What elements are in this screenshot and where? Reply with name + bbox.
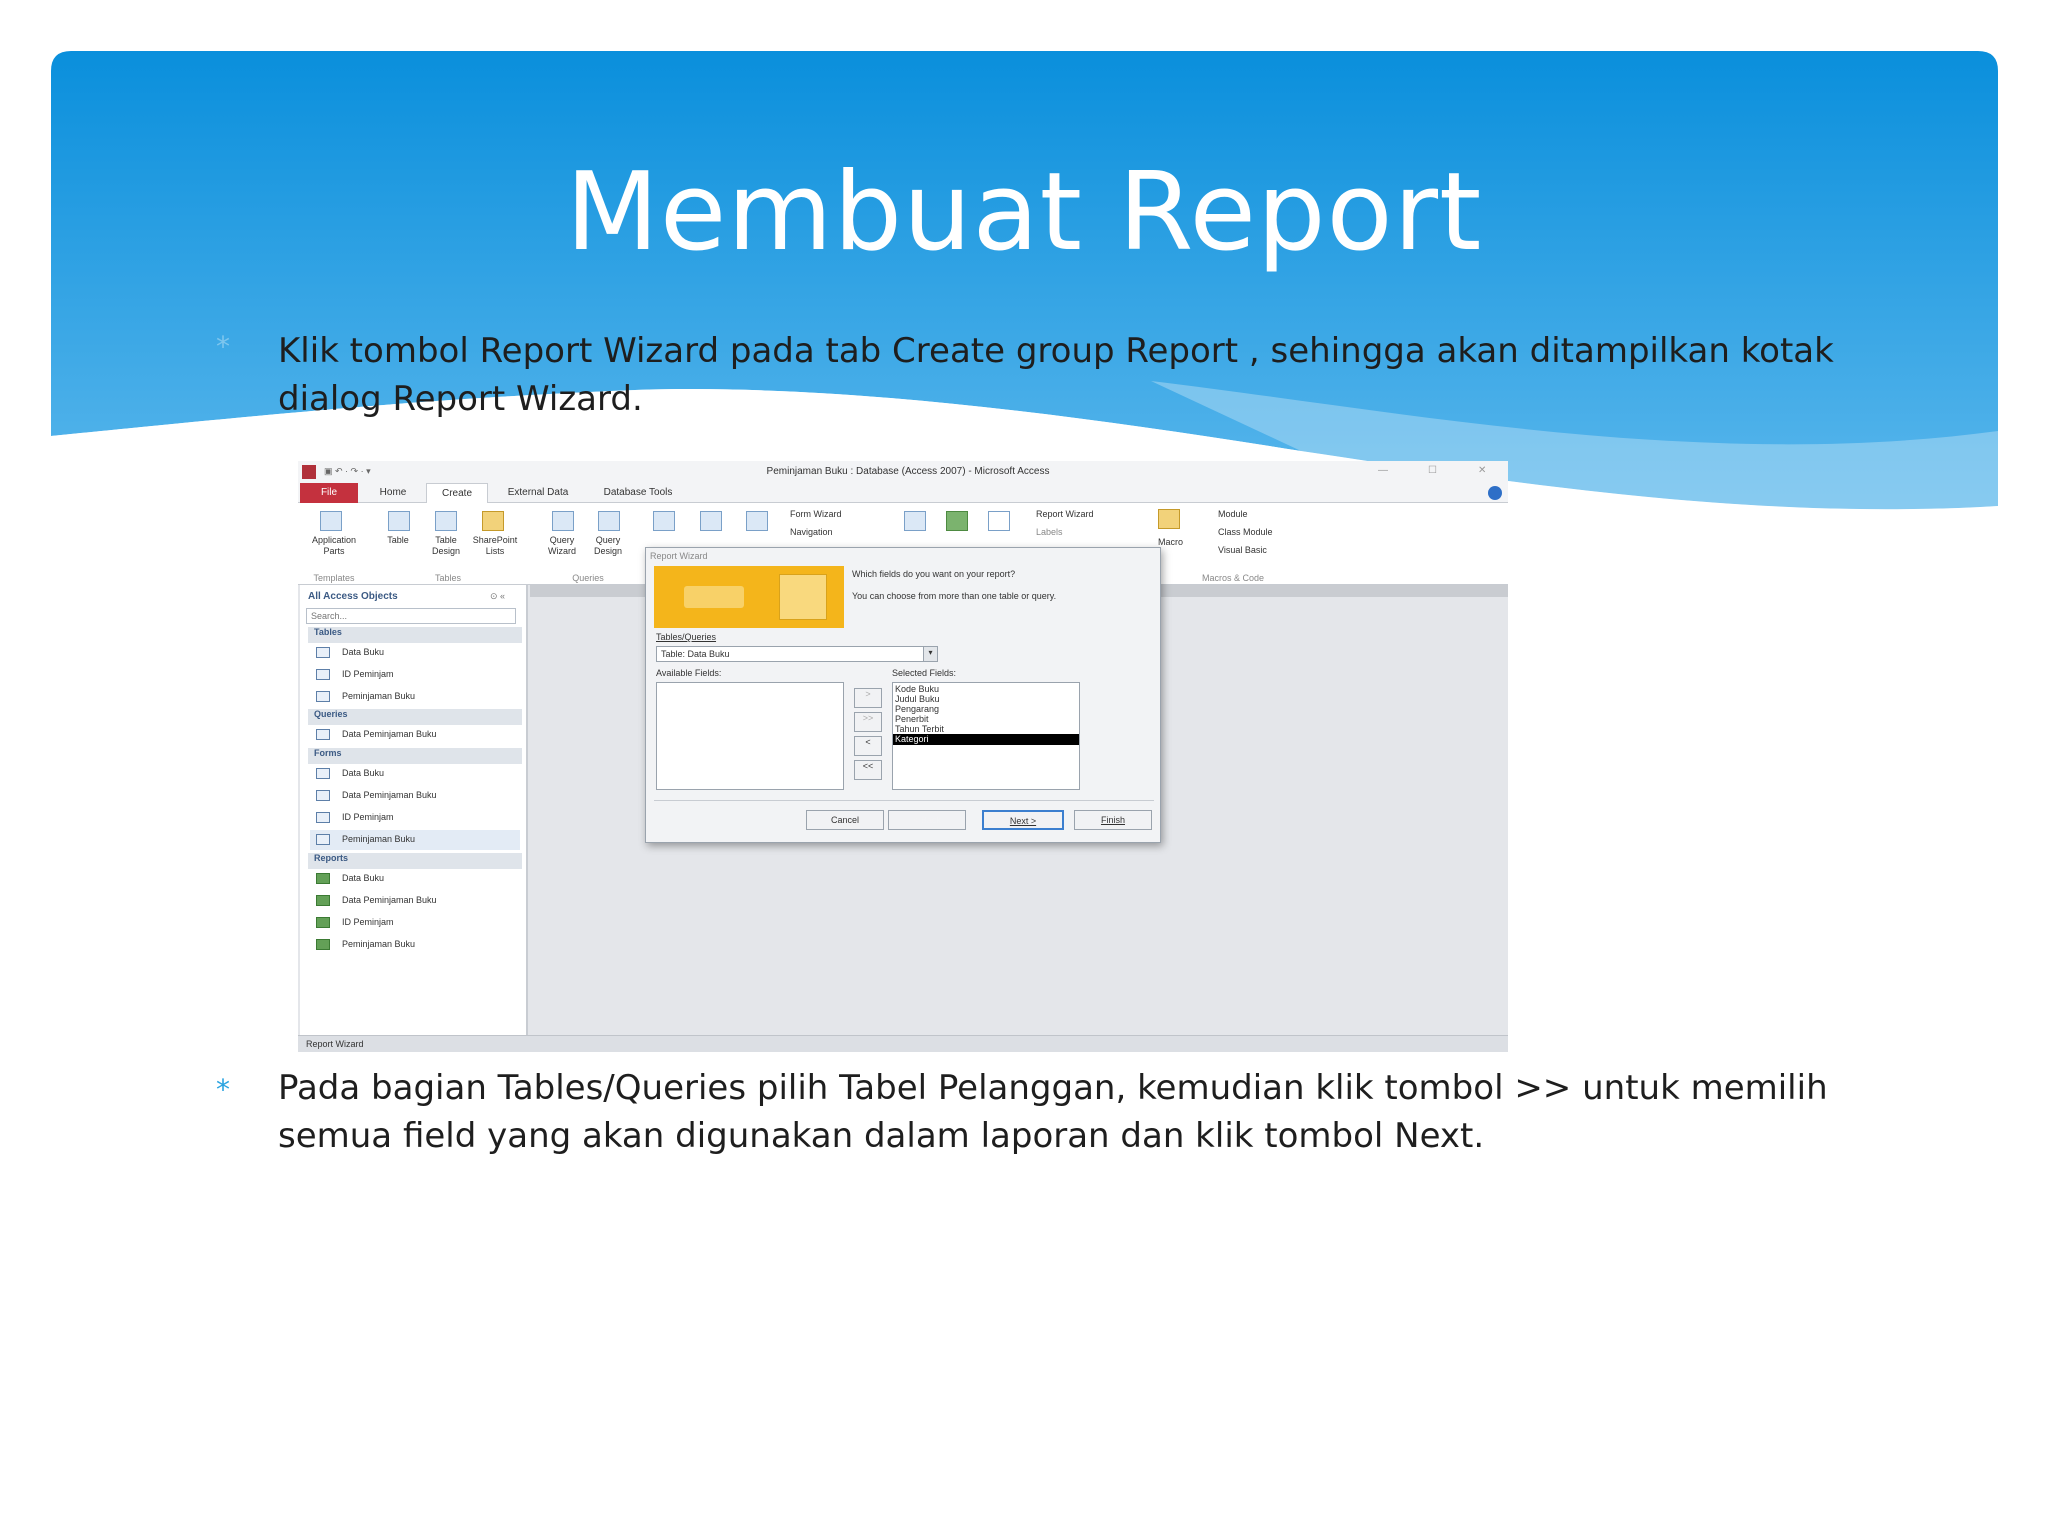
blank-report-icon[interactable] (988, 511, 1010, 531)
table-icon (316, 669, 330, 680)
nav-item[interactable]: Data Buku (310, 869, 520, 889)
remove-all-fields-button[interactable]: << (854, 760, 882, 780)
nav-item[interactable]: ID Peminjam (310, 913, 520, 933)
nav-item[interactable]: Data Peminjaman Buku (310, 891, 520, 911)
bullet-marker: * (216, 1073, 230, 1106)
macro-button[interactable]: Macro (1158, 537, 1184, 547)
application-parts-icon[interactable] (320, 511, 342, 531)
list-item[interactable]: Judul Buku (895, 694, 940, 704)
nav-search-input[interactable] (306, 608, 516, 624)
tab-external-data[interactable]: External Data (507, 487, 569, 498)
list-item[interactable]: Kode Buku (895, 684, 940, 694)
tables-queries-value: Table: Data Buku (661, 649, 730, 659)
slide-title: Membuat Report (565, 150, 1483, 275)
templates-group-label: Templates (313, 573, 355, 583)
tables-group-label: Tables (434, 573, 461, 583)
status-text: Report Wizard (306, 1039, 364, 1049)
form-icon (316, 834, 330, 845)
nav-group-queries[interactable]: Queries (308, 709, 522, 725)
help-icon[interactable] (1488, 486, 1502, 500)
nav-header[interactable]: All Access Objects (308, 591, 398, 602)
query-icon (316, 729, 330, 740)
add-all-fields-button[interactable]: >> (854, 712, 882, 732)
nav-item[interactable]: Peminjaman Buku (310, 687, 520, 707)
table-button[interactable]: Table (387, 535, 409, 545)
remove-field-button[interactable]: < (854, 736, 882, 756)
form-icon[interactable] (653, 511, 675, 531)
sharepoint-lists-button[interactable]: SharePoint Lists (472, 535, 518, 556)
selected-fields-list[interactable] (892, 682, 1080, 790)
tab-file[interactable]: File (300, 483, 358, 503)
selected-fields-label: Selected Fields: (892, 668, 957, 678)
nav-item[interactable]: Peminjaman Buku (310, 830, 520, 850)
tab-database-tools[interactable]: Database Tools (603, 487, 673, 498)
table-icon (316, 647, 330, 658)
navigation-pane (300, 585, 528, 1035)
sharepoint-lists-icon[interactable] (482, 511, 504, 531)
form-icon (316, 790, 330, 801)
minimize-icon[interactable]: — (1378, 465, 1388, 476)
table-icon[interactable] (388, 511, 410, 531)
form-wizard-button[interactable]: Form Wizard (790, 509, 842, 519)
add-field-button[interactable]: > (854, 688, 882, 708)
nav-item[interactable]: Data Buku (310, 764, 520, 784)
list-item[interactable]: Penerbit (895, 714, 929, 724)
nav-item[interactable]: Data Peminjaman Buku (310, 786, 520, 806)
nav-item[interactable]: Peminjaman Buku (310, 935, 520, 955)
query-design-button[interactable]: Query Design (593, 535, 622, 556)
visual-basic-button[interactable]: Visual Basic (1218, 545, 1267, 555)
status-bar (298, 1035, 1508, 1052)
available-fields-list[interactable] (656, 682, 844, 790)
nav-group-tables[interactable]: Tables (308, 627, 522, 643)
report-wizard-button[interactable]: Report Wizard (1036, 509, 1094, 519)
report-icon (316, 873, 330, 884)
module-button[interactable]: Module (1218, 509, 1248, 519)
report-icon (316, 917, 330, 928)
labels-button[interactable]: Labels (1036, 527, 1063, 537)
nav-group-forms[interactable]: Forms (308, 748, 522, 764)
tab-create[interactable]: Create (426, 483, 488, 504)
access-screenshot (298, 461, 1508, 1052)
report-icon[interactable] (904, 511, 926, 531)
bullet-text-1: Klik tombol Report Wizard pada tab Create group Report , sehingga akan ditampilkan kotak dialog Report Wizard. (278, 331, 1834, 419)
query-wizard-button[interactable]: Query Wizard (547, 535, 576, 556)
access-logo-icon (302, 465, 316, 479)
access-title-bar (298, 461, 1508, 483)
maximize-icon[interactable]: ☐ (1428, 465, 1437, 476)
nav-item[interactable]: ID Peminjam (310, 808, 520, 828)
bullet-text-2: Pada bagian Tables/Queries pilih Tabel Pelanggan, kemudian klik tombol >> untuk memilih semua field yang akan digunakan dalam laporan dan klik tombol Next. (278, 1068, 1828, 1156)
nav-menu-icon[interactable]: ⊙ « (490, 591, 506, 601)
macro-icon[interactable] (1158, 509, 1180, 529)
available-fields-label: Available Fields: (656, 668, 722, 678)
cancel-button[interactable]: Cancel (806, 810, 884, 830)
window-title: Peminjaman Buku : Database (Access 2007) - Microsoft Access (766, 466, 1050, 477)
nav-group-reports[interactable]: Reports (308, 853, 522, 869)
application-parts-button[interactable]: Application Parts (311, 535, 357, 556)
form-icon (316, 768, 330, 779)
bullet-marker: * (216, 330, 230, 363)
table-icon (316, 691, 330, 702)
finish-button[interactable]: Finish (1074, 810, 1152, 830)
dialog-divider (654, 800, 1154, 801)
list-item[interactable]: Pengarang (895, 704, 940, 714)
table-design-button[interactable]: Table Design (431, 535, 460, 556)
list-item[interactable]: Tahun Terbit (895, 724, 944, 734)
query-wizard-icon[interactable] (552, 511, 574, 531)
navigation-button[interactable]: Navigation (790, 527, 833, 537)
queries-group-label: Queries (572, 573, 604, 583)
macros-group-label: Macros & Code (1201, 573, 1265, 583)
tables-queries-select[interactable] (656, 646, 938, 662)
list-item-selected[interactable]: Kategori (893, 734, 1079, 745)
chevron-down-icon[interactable]: ▾ (923, 647, 937, 661)
form-design-icon[interactable] (700, 511, 722, 531)
dialog-question: Which fields do you want on your report? (852, 569, 1016, 579)
nav-item[interactable]: Data Buku (310, 643, 520, 663)
nav-item[interactable]: Data Peminjaman Buku (310, 725, 520, 745)
next-button[interactable]: Next > (982, 810, 1064, 830)
wizard-illustration-icon (654, 566, 844, 628)
nav-item[interactable]: ID Peminjam (310, 665, 520, 685)
report-icon (316, 939, 330, 950)
report-icon (316, 895, 330, 906)
tab-home[interactable]: Home (379, 487, 407, 498)
dialog-title: Report Wizard (650, 551, 708, 561)
back-button[interactable]: < Back (888, 810, 966, 830)
dialog-hint: You can choose from more than one table or query. (852, 591, 1057, 601)
report-design-icon[interactable] (946, 511, 968, 531)
form-icon (316, 812, 330, 823)
close-icon[interactable]: ✕ (1478, 465, 1487, 476)
tables-queries-label: Tables/Queries (656, 632, 717, 642)
report-wizard-dialog (645, 547, 1161, 843)
table-design-icon[interactable] (435, 511, 457, 531)
blank-form-icon[interactable] (746, 511, 768, 531)
quick-access-icon[interactable]: ▣ ↶ · ↷ · ▾ (324, 466, 371, 476)
query-design-icon[interactable] (598, 511, 620, 531)
class-module-button[interactable]: Class Module (1218, 527, 1273, 537)
